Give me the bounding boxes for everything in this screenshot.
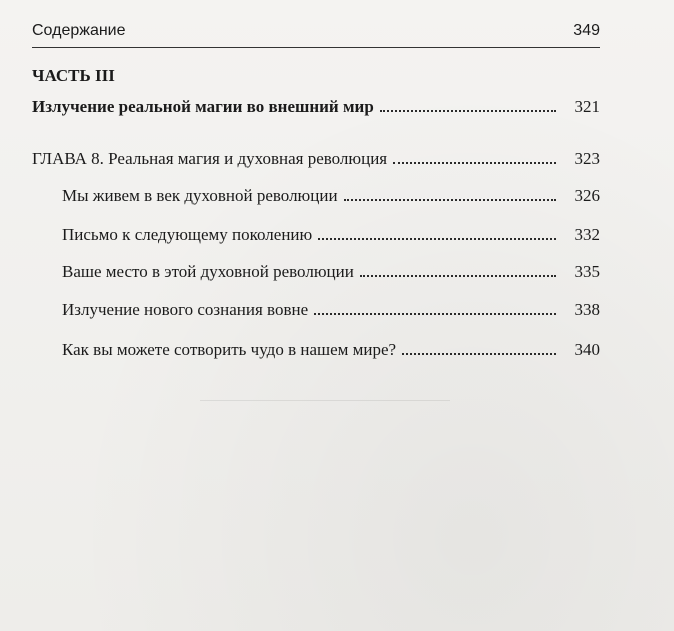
toc-entry (62, 223, 600, 245)
toc-entry-title: Мы живем в век духовной революции (62, 186, 338, 205)
header-divider (32, 47, 600, 48)
toc-entry-title: ГЛАВА 8. Реальная магия и духовная революция (32, 149, 388, 168)
toc-entry-title: Излучение реальной магии во внешний мир (32, 97, 374, 116)
toc-entry-page: 332 (574, 225, 600, 244)
toc-entry-page: 326 (574, 186, 600, 205)
toc-entry-title: Письмо к следующему поколению (62, 225, 313, 244)
toc-entry (62, 298, 600, 320)
dot-leader (402, 352, 556, 355)
toc-entry (32, 95, 600, 117)
dot-leader (360, 274, 556, 277)
toc-entry-title: Ваше место в этой духовной революции (62, 262, 354, 281)
page-number: 349 (573, 22, 600, 39)
toc-entry-title: Как вы можете сотворить чудо в нашем мире? (62, 340, 397, 359)
toc-entry (62, 184, 600, 206)
running-header (32, 20, 600, 46)
toc-entry-page: 340 (574, 340, 600, 359)
part-heading: ЧАСТЬ III (32, 66, 115, 85)
dot-leader (380, 109, 556, 112)
toc-entry (32, 147, 600, 169)
dot-leader (393, 161, 556, 164)
running-header-title: Содержание (32, 22, 126, 39)
toc-entry-page: 335 (574, 262, 600, 281)
show-through-rule (200, 400, 450, 401)
dot-leader (318, 237, 556, 240)
dot-leader (314, 312, 556, 315)
toc-entry (62, 260, 600, 282)
dot-leader (344, 198, 556, 201)
toc-entry-page: 323 (574, 149, 600, 168)
toc-entry (62, 338, 600, 360)
toc-entry-title: Излучение нового сознания вовне (62, 300, 309, 319)
toc-entry-page: 321 (574, 97, 600, 116)
toc-entry-page: 338 (574, 300, 600, 319)
